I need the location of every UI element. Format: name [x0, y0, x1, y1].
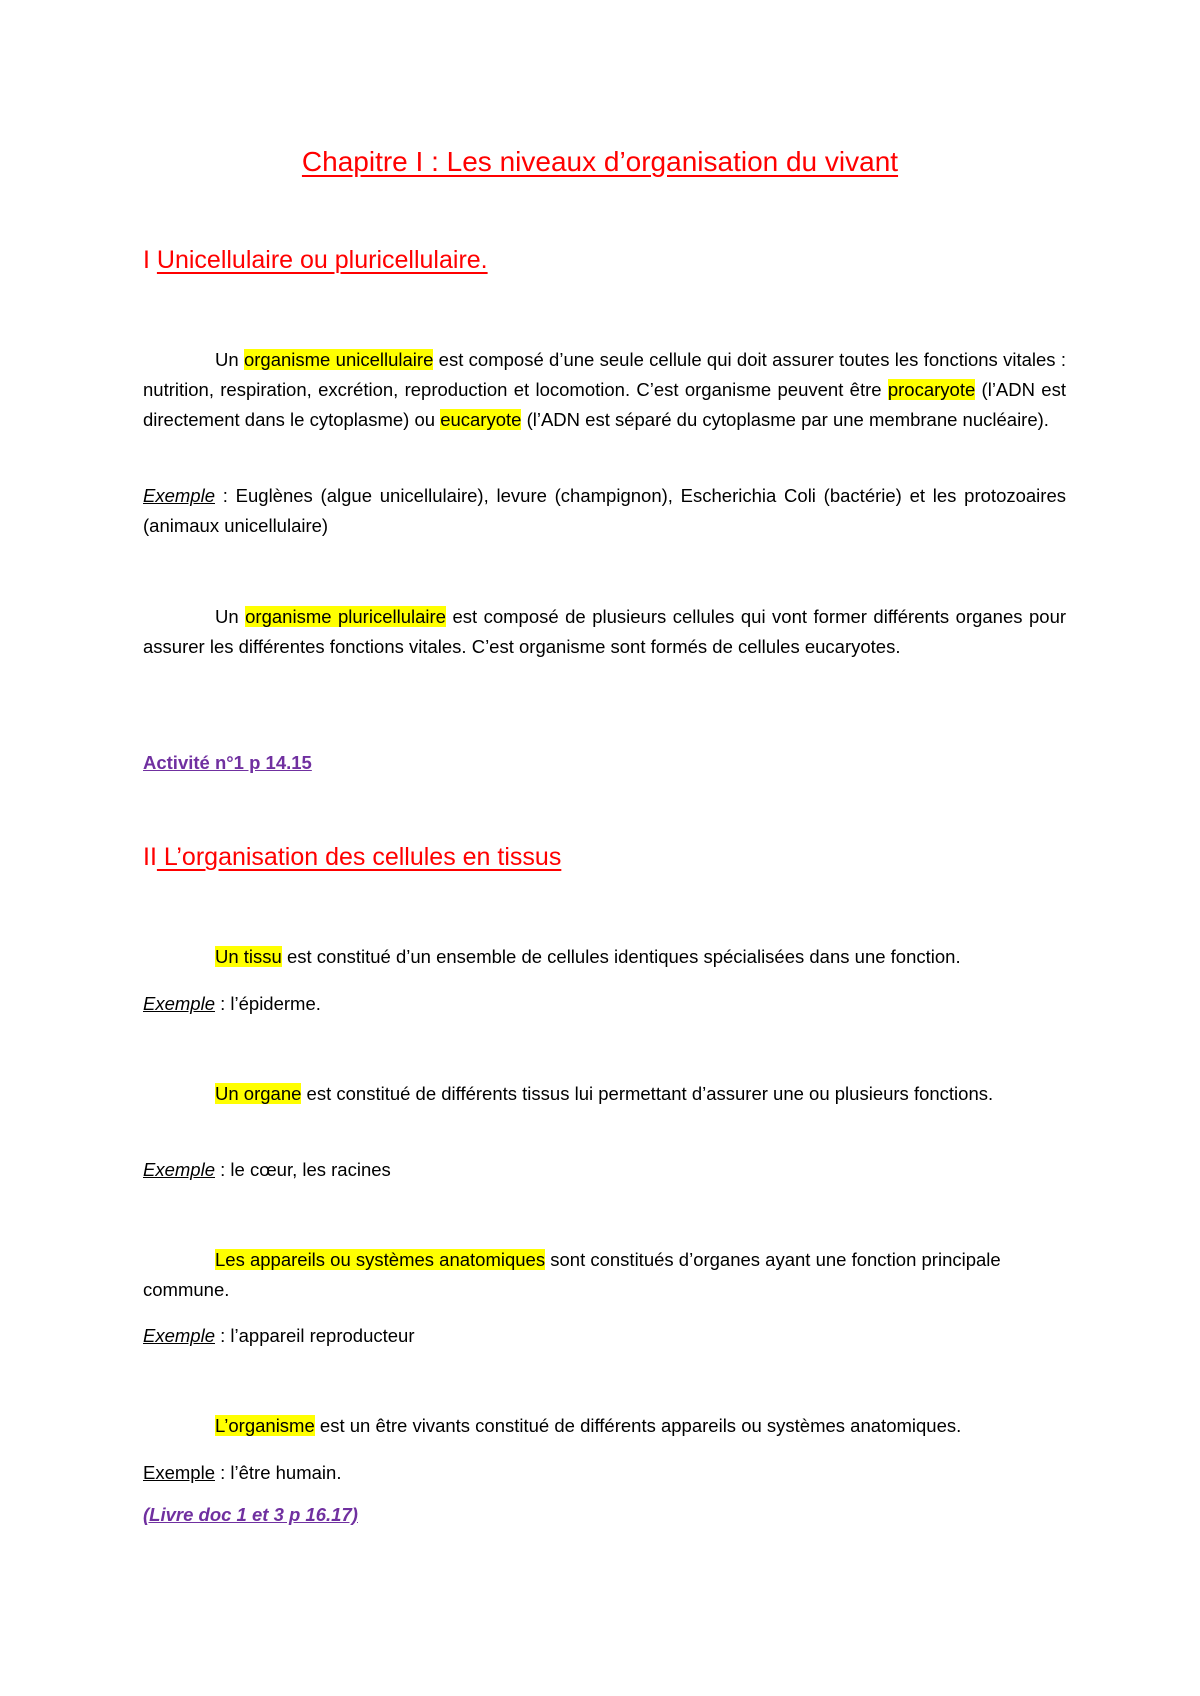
section-2-heading [143, 843, 561, 872]
section-1-title: Unicellulaire ou pluricellulaire. [156, 246, 488, 274]
highlight-organisme-unicellulaire: organisme unicellulaire [243, 349, 434, 370]
example-tissu: Exemple : l’épiderme. [143, 993, 321, 1014]
example-unicellulaire: Exemple : Euglènes (algue unicellulaire), levure (champignon), Escherichia Coli (bactérie) et les protozoaires (animaux unicellulaire) [143, 485, 1066, 536]
example-label: Exemple [143, 485, 215, 506]
highlight-eucaryote: eucaryote [440, 409, 522, 430]
example-organe: Exemple : le cœur, les racines [143, 1159, 391, 1180]
highlight-organe: Un organe [215, 1083, 302, 1104]
paragraph-tissu: Un tissu est constitué d’un ensemble de cellules identiques spécialisées dans une fonction. [215, 946, 961, 967]
highlight-procaryote: procaryote [887, 379, 976, 400]
section-1-heading [143, 246, 488, 275]
highlight-tissu: Un tissu [215, 946, 282, 967]
highlight-organisme: L’organisme [215, 1415, 315, 1436]
highlight-organisme-pluricellulaire: organisme pluricellulaire [245, 606, 446, 627]
paragraph-pluricellulaire: Un organisme pluricellulaire est composé de plusieurs cellules qui vont former différents organes pour assurer les différentes fonctions vitales. C’est organisme sont formés de cellules eucaryotes. [143, 606, 1067, 657]
example-label: Exemple [143, 1325, 215, 1346]
paragraph-appareils: Les appareils ou systèmes anatomiques sont constitués d’organes ayant une fonction principale commune. [143, 1249, 1001, 1300]
paragraph-organe: Un organe est constitué de différents tissus lui permettant d’assurer une ou plusieurs fonctions. [215, 1083, 994, 1104]
section-2-title: L’organisation des cellules en tissus [156, 843, 562, 871]
section-1-number: I [143, 246, 150, 274]
livre-reference-link[interactable]: (Livre doc 1 et 3 p 16.17) [143, 1504, 358, 1525]
example-label: Exemple [143, 1159, 215, 1180]
section-2-number: II [143, 843, 157, 871]
example-label: Exemple [143, 993, 215, 1014]
activity-link[interactable]: Activité n°1 p 14.15 [143, 752, 312, 773]
example-organisme: Exemple : l’être humain. [143, 1462, 342, 1483]
chapter-title: Chapitre I : Les niveaux d’organisation du vivant [301, 146, 899, 177]
highlight-appareils: Les appareils ou systèmes anatomiques [215, 1249, 546, 1270]
paragraph-unicellulaire: Un organisme unicellulaire est composé d’une seule cellule qui doit assurer toutes les fonctions vitales : nutrition, respiration, excrétion, reproduction et locomotion. C’est organisme peuvent être procaryote (l’ADN est directement dans le cytoplasme) ou eucaryote (l’ADN est séparé du cytoplasme par une membrane nucléaire). [143, 349, 1066, 430]
example-appareils: Exemple : l’appareil reproducteur [143, 1325, 415, 1346]
example-label: Exemple [143, 1462, 215, 1483]
paragraph-organisme: L’organisme est un être vivants constitué de différents appareils ou systèmes anatomiques. [215, 1415, 962, 1436]
